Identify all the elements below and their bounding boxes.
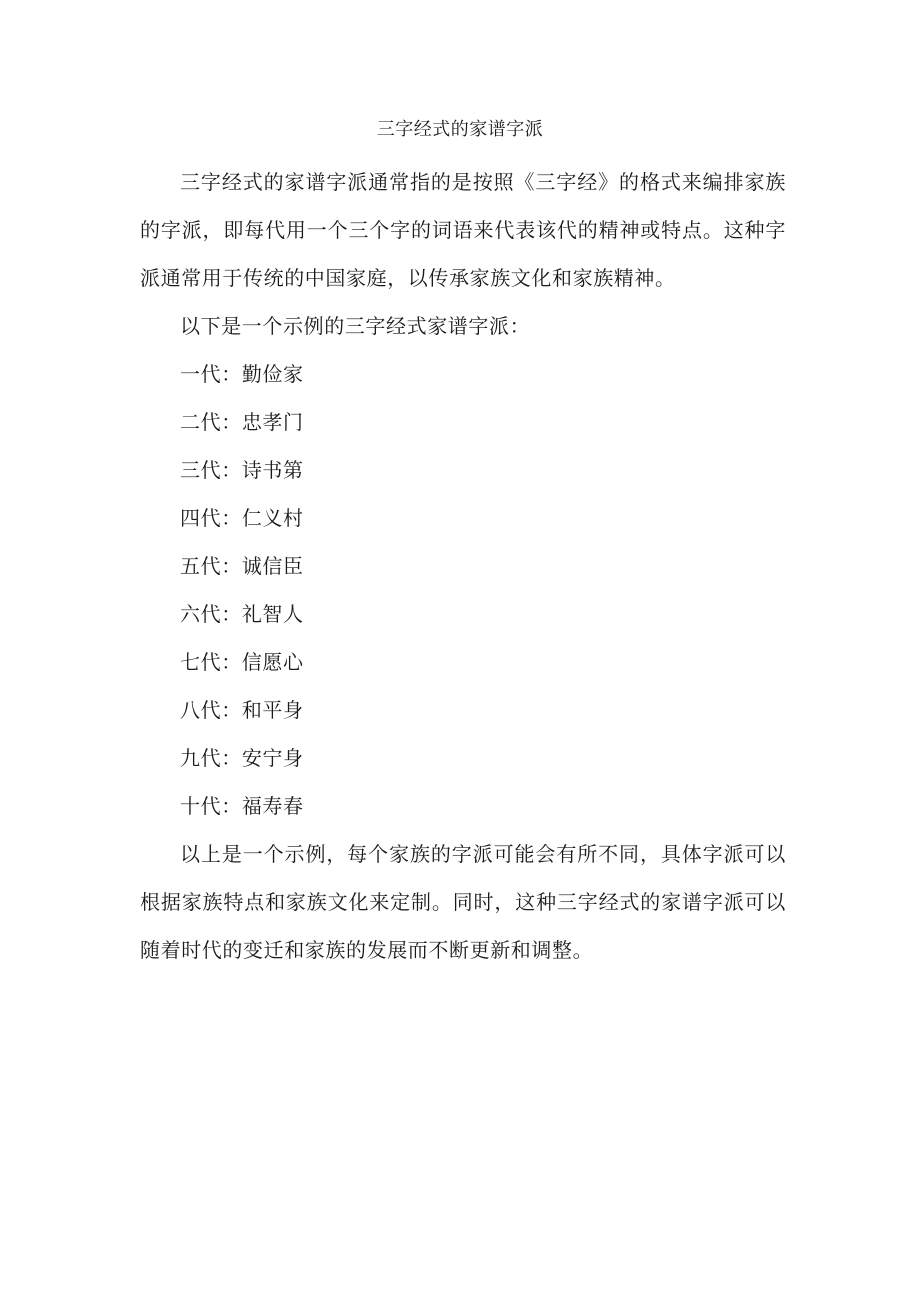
generation-item xyxy=(180,638,304,686)
generation-list xyxy=(180,350,304,830)
generation-item xyxy=(180,350,304,398)
generation-label: 五代： xyxy=(180,554,242,578)
generation-label: 九代： xyxy=(180,746,242,770)
generation-item xyxy=(180,686,304,734)
document-title: 三字经式的家谱字派 xyxy=(376,119,544,140)
generation-name: 福寿春 xyxy=(241,794,304,818)
intro-paragraph: 三字经式的家谱字派通常指的是按照《三字经》的格式来编排家族的字派，即每代用一个三个字的词语来代表该代的精神或特点。这种字派通常用于传统的中国家庭，以传承家族文化和家族精神。 xyxy=(140,170,786,290)
generation-label: 二代： xyxy=(180,410,242,434)
generation-label: 四代： xyxy=(180,506,242,530)
generation-name: 礼智人 xyxy=(241,602,304,626)
generation-label: 十代： xyxy=(180,794,242,818)
generation-item xyxy=(180,734,304,782)
generation-name: 诗书第 xyxy=(241,458,304,482)
generation-name: 信愿心 xyxy=(241,650,304,674)
generation-label: 六代： xyxy=(180,602,242,626)
generation-label: 一代： xyxy=(180,362,242,386)
conclusion-paragraph: 以上是一个示例，每个家族的字派可能会有所不同，具体字派可以根据家族特点和家族文化来定制。同时，这种三字经式的家谱字派可以随着时代的变迁和家族的发展而不断更新和调整。 xyxy=(140,842,786,962)
generation-item xyxy=(180,782,304,830)
generation-name: 诚信臣 xyxy=(241,554,304,578)
generation-item xyxy=(180,446,304,494)
generation-label: 七代： xyxy=(180,650,242,674)
generation-name: 忠孝门 xyxy=(241,410,304,434)
generation-name: 安宁身 xyxy=(241,746,304,770)
generation-name: 勤俭家 xyxy=(241,362,304,386)
generation-item xyxy=(180,494,304,542)
generation-item xyxy=(180,542,304,590)
generation-label: 八代： xyxy=(180,698,242,722)
generation-name: 仁义村 xyxy=(241,506,304,530)
generation-name: 和平身 xyxy=(241,698,304,722)
generation-label: 三代： xyxy=(180,458,242,482)
generation-item xyxy=(180,398,304,446)
generation-item xyxy=(180,590,304,638)
example-intro-paragraph: 以下是一个示例的三字经式家谱字派： xyxy=(180,314,531,338)
